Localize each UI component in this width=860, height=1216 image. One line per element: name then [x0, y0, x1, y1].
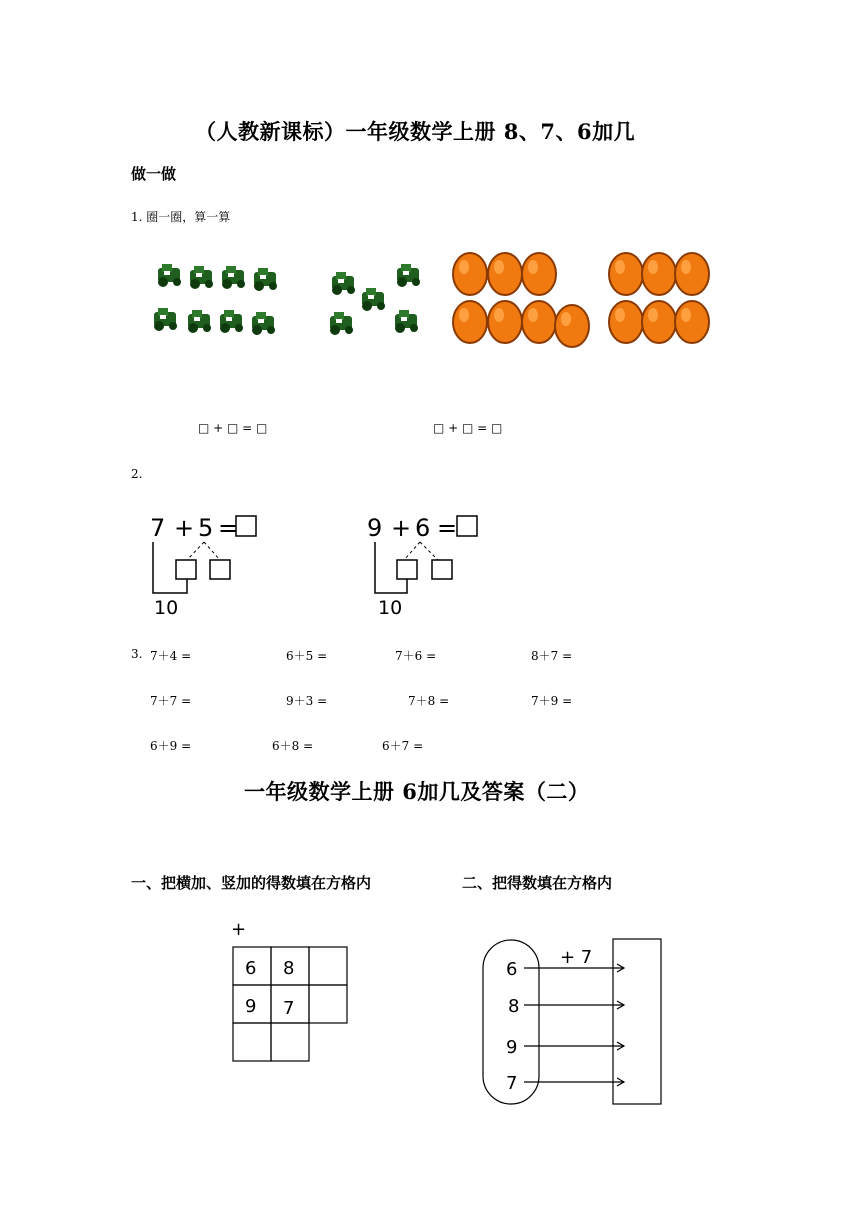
q2-left-a: 7	[150, 514, 166, 542]
answer-box	[457, 516, 477, 536]
q3-item: 7＋8 =	[408, 694, 450, 708]
tractor-group-8	[154, 264, 277, 335]
q2-right-b: 6	[415, 514, 431, 542]
q3-item: 9＋3 =	[286, 694, 328, 708]
q1-equation-left: □ + □ = □	[198, 421, 268, 435]
grid-cell: 8	[283, 958, 295, 979]
q2-right-plus: +	[391, 514, 412, 542]
orange-group-7	[453, 253, 589, 347]
split-box	[432, 560, 452, 579]
addition-grid	[228, 918, 353, 1066]
question-3-label: 3.	[131, 647, 143, 661]
question-2-label: 2.	[131, 467, 143, 481]
q2-diagram-left	[132, 506, 302, 622]
split-box	[210, 560, 230, 579]
grid-plus-sign: +	[231, 919, 247, 940]
q1-pictures	[140, 238, 720, 363]
q3-item: 6＋7 =	[382, 739, 424, 753]
section-title-2: 一年级数学上册 6加几及答案（二）	[244, 779, 590, 804]
q2-right-ten: 10	[378, 597, 403, 619]
q2-left-equals: =	[218, 514, 239, 542]
grid-cell: 6	[245, 958, 257, 979]
question-1-label: 1. 圈一圈，算一算	[131, 210, 231, 224]
q3-item: 6＋8 =	[272, 739, 314, 753]
grid-cell: 7	[283, 998, 295, 1019]
section-heading-zuo: 做一做	[131, 165, 177, 183]
page-title: （人教新课标）一年级数学上册 8、7、6加几	[195, 119, 636, 144]
q3-item: 7＋4 =	[150, 649, 192, 663]
q3-item: 8＋7 =	[531, 649, 573, 663]
tractor-group-5	[330, 264, 420, 335]
part-1-heading: 一、把横加、竖加的得数填在方格内	[131, 874, 372, 892]
arrow-number: 9	[506, 1037, 518, 1058]
part-2-heading: 二、把得数填在方格内	[462, 874, 613, 892]
q3-item: 6＋5 =	[286, 649, 328, 663]
arrow-number: 8	[508, 996, 520, 1017]
q3-item: 7＋6 =	[395, 649, 437, 663]
q1-equation-right: □ + □ = □	[433, 421, 503, 435]
q2-left-plus: +	[174, 514, 195, 542]
q3-item: 7＋9 =	[531, 694, 573, 708]
arrow-number: 6	[506, 959, 518, 980]
split-box	[176, 560, 196, 579]
split-box	[397, 560, 417, 579]
q2-right-equals: =	[437, 514, 458, 542]
arrow-puzzle	[478, 934, 668, 1109]
q2-diagram-right	[354, 506, 524, 622]
arrow-operation: + 7	[560, 947, 593, 968]
q2-left-b: 5	[198, 514, 214, 542]
q2-right-a: 9	[367, 514, 383, 542]
q3-item: 6＋9 =	[150, 739, 192, 753]
grid-cell: 9	[245, 996, 257, 1017]
orange-group-6	[609, 253, 709, 343]
q3-item: 7＋7 =	[150, 694, 192, 708]
arrow-number: 7	[506, 1073, 518, 1094]
q2-left-ten: 10	[154, 597, 179, 619]
answer-box	[236, 516, 256, 536]
